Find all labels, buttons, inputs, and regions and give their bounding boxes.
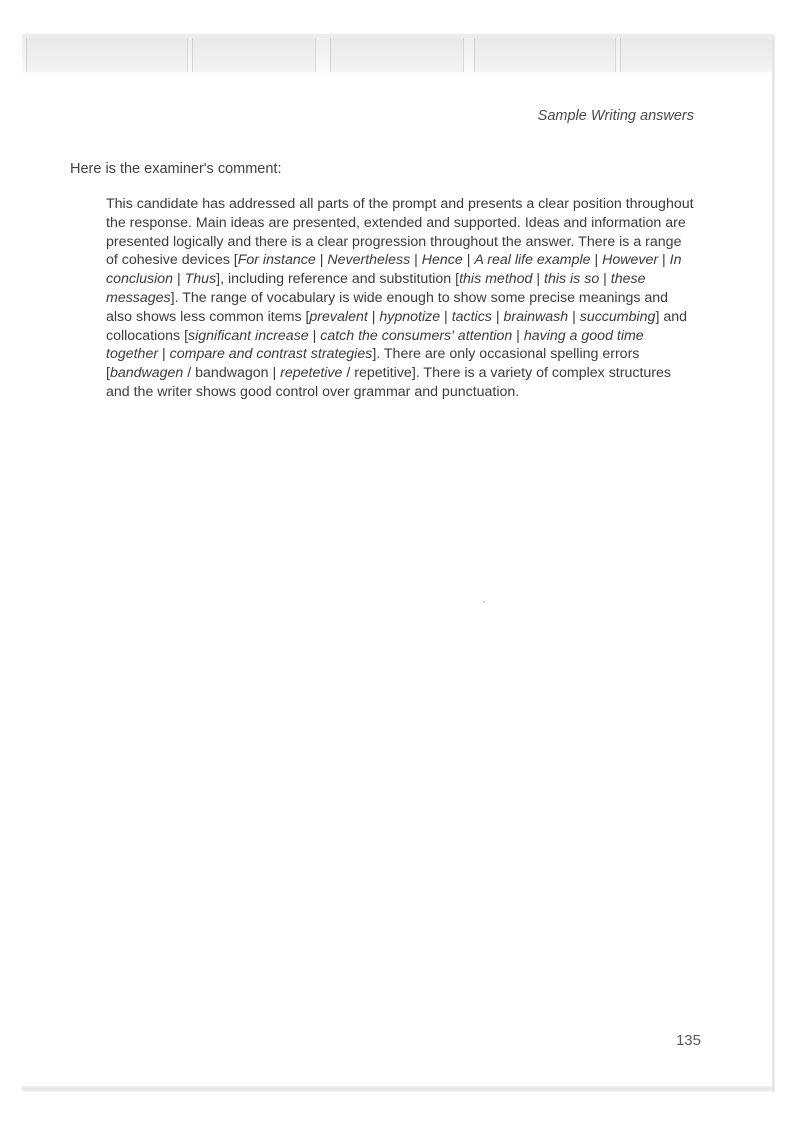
collocation: having a good time together [106,327,644,363]
separator: / [342,365,355,382]
reference-item: these messages [106,271,646,306]
cohesive-device: For instance [237,252,316,269]
separator: | [173,271,185,288]
separator: | [532,271,545,288]
cohesive-device: Thus [184,271,217,288]
separator: | [367,308,380,325]
page-number: 135 [675,1032,701,1049]
intro-text: Here is the examiner's comment: [70,161,282,177]
scan-shadow-segment [330,38,464,72]
cohesive-device: However [602,252,659,269]
separator: | [268,365,281,382]
cohesive-device: A real life example [474,252,591,269]
comment-text: ]. There are only occasional spelling errors [ [106,346,640,382]
cohesive-device: Hence [421,252,463,269]
scan-shadow-segment [620,38,774,72]
separator: | [491,308,504,325]
vocab-item: tactics [451,308,492,325]
collocation: significant increase [188,327,309,344]
vocab-item: brainwash [503,308,569,325]
spelling-error: repetetive [280,365,343,382]
separator: | [462,252,475,269]
comment-text: ]. There is a variety of complex structures and the writer shows good control over grammar and punctuation. [106,365,671,400]
comment-text: ], including reference and substitution [ [216,271,460,288]
separator: / [183,365,196,382]
running-header: Sample Writing answers [537,108,694,124]
separator: | [440,308,452,325]
spelling-correction: repetitive [354,365,412,382]
examiner-comment [106,195,696,402]
comment-text: ]. The range of vocabulary is wide enough to show some precise meanings and also shows less common items [ [106,289,669,325]
separator: | [599,271,611,288]
separator: | [158,346,170,363]
separator: | [410,252,422,269]
separator: | [568,308,580,325]
spelling-error: bandwagen [109,365,184,382]
collocation: catch the consumers' attention [320,327,513,344]
comment-text: This candidate has addressed all parts of the prompt and presents a clear position throughout the response. Main ideas are presented, extended and supported. Ideas and information are presented logically and there is a clear progression throughout the answer. There is a range of cohesive devices [ [106,196,694,269]
page-edge [772,36,775,1092]
cohesive-device: Nevertheless [327,252,411,269]
comment-text: ] and collocations [ [106,308,688,344]
scan-shadow-segment [192,38,316,72]
separator: | [658,252,670,269]
separator: | [315,252,328,269]
vocab-item: prevalent [309,308,368,325]
vocab-item: succumbing [579,308,656,325]
spelling-correction: bandwagon [195,365,269,382]
scan-speck [483,601,485,603]
reference-item: this is so [544,271,600,288]
scan-shadow-segment [474,38,616,72]
reference-item: this method [459,271,533,288]
separator: | [512,327,524,344]
cohesive-device: In conclusion [106,252,682,288]
scan-shadow-bottom [22,1086,774,1092]
separator: | [308,327,321,344]
vocab-item: hypnotize [379,308,441,325]
separator: | [590,252,603,269]
scan-shadow-segment [26,38,188,72]
collocation: compare and contrast strategies [169,346,373,363]
